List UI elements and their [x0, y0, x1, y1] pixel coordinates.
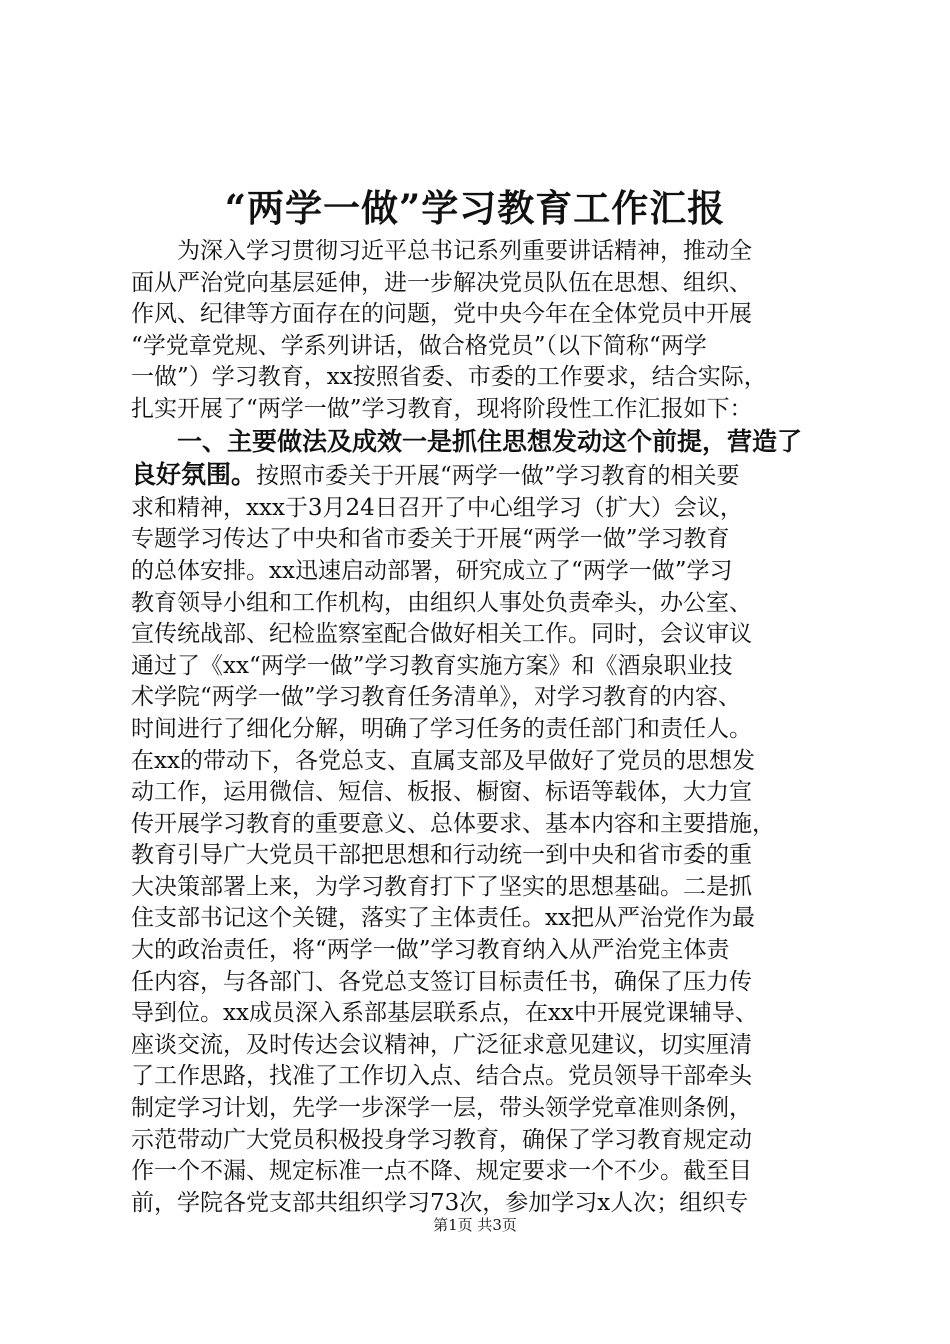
line-text: 任内容，与各部门、各党总支签订目标责任书，确保了压力传: [131, 968, 752, 995]
text-line: [131, 967, 853, 999]
line-text: 住支部书记这个关键，落实了主体责任。xx把从严治党作为最: [131, 905, 755, 932]
text-line: [131, 394, 853, 426]
line-text: 通过了《xx“两学一做”学习教育实施方案》和《酒泉职业技: [131, 652, 733, 679]
line-text: 示范带动广大党员积极投身学习教育，确保了学习教育规定动: [131, 1126, 752, 1153]
line-text: 按照市委关于开展“两学一做”学习教育的相关要: [256, 463, 740, 490]
line-text: 作一个不漏、规定标准一点不降、规定要求一个不少。截至目: [131, 1158, 752, 1185]
text-line: [131, 268, 853, 300]
line-text: 作风、纪律等方面存在的问题，党中央今年在全体党员中开展: [131, 301, 752, 328]
text-line: [131, 556, 853, 588]
line-text: 一、主要做法及成效一是抓住思想发动这个前提，营造了: [177, 426, 803, 456]
text-line: [131, 840, 853, 872]
text-line: [131, 1061, 853, 1093]
line-text: 前，学院各党支部共组织学习73次，参加学习x人次；组织专: [131, 1189, 749, 1216]
line-text: 为深入学习贯彻习近平总书记系列重要讲话精神，推动全: [177, 238, 752, 264]
line-text: 的总体安排。xx迅速启动部署，研究成立了“两学一做”学习: [131, 557, 733, 584]
line-text: 座谈交流，及时传达会议精神，广泛征求意见建议，切实厘清: [131, 1031, 752, 1058]
line-text: 了工作思路，找准了工作切入点、结合点。党员领导干部牵头: [131, 1063, 752, 1090]
text-line: [131, 236, 853, 268]
text-line: [131, 1156, 853, 1188]
text-line: [131, 331, 853, 363]
line-text: 宣传统战部、纪检监察室配合做好相关工作。同时，会议审议: [131, 621, 752, 648]
text-line: [131, 903, 853, 935]
line-text: 大决策部署上来，为学习教育打下了坚实的思想基础。二是抓: [131, 873, 752, 900]
line-text: 扎实开展了“两学一做”学习教育，现将阶段性工作汇报如下：: [131, 395, 753, 422]
text-line: [131, 714, 853, 746]
line-text: 时间进行了细化分解，明确了学习任务的责任部门和责任人。: [131, 715, 752, 742]
document-title: “两学一做”学习教育工作汇报: [224, 186, 726, 230]
line-text: 术学院“两学一做”学习教育任务清单》，对学习教育的内容、: [131, 684, 742, 711]
text-line: [131, 746, 853, 778]
text-line: [131, 299, 853, 331]
text-line: [131, 872, 853, 904]
line-text: 导到位。xx成员深入系部基层联系点，在xx中开展党课辅导、: [131, 1000, 758, 1027]
text-line: [131, 1125, 853, 1157]
line-text: 面从严治党向基层延伸，进一步解决党员队伍在思想、组织、: [131, 269, 752, 296]
line-text: “学党章党规、学系列讲话，做合格党员”（以下简称“两学: [131, 332, 707, 359]
text-line: [131, 588, 853, 620]
text-line: [131, 619, 853, 651]
text-line: [131, 524, 853, 556]
line-text: 传开展学习教育的重要意义、总体要求、基本内容和主要措施，: [131, 810, 775, 837]
text-line: [131, 362, 853, 394]
text-line: [131, 459, 853, 493]
text-line: [131, 426, 853, 460]
text-line: [131, 777, 853, 809]
line-text: 在xx的带动下，各党总支、直属支部及早做好了党员的思想发: [131, 747, 755, 774]
bold-phrase: 良好氛围。: [131, 460, 257, 490]
text-line: [131, 935, 853, 967]
text-line: [131, 1030, 853, 1062]
text-line: [131, 682, 853, 714]
text-line: [131, 809, 853, 841]
document-body: [131, 236, 853, 1219]
line-text: 大的政治责任，将“两学一做”学习教育纳入从严治党主体责: [131, 937, 730, 964]
text-line: [131, 651, 853, 683]
line-text: 求和精神，xxx于3月24日召开了中心组学习（扩大）会议，: [131, 494, 743, 521]
text-line: [131, 493, 853, 525]
line-text: 教育领导小组和工作机构，由组织人事处负责牵头，办公室、: [131, 589, 752, 616]
line-text: 教育引导广大党员干部把思想和行动统一到中央和省市委的重: [131, 842, 752, 869]
line-text: 专题学习传达了中央和省市委关于开展“两学一做”学习教育: [131, 526, 730, 553]
line-text: 动工作，运用微信、短信、板报、橱窗、标语等载体，大力宣: [131, 779, 752, 806]
line-text: 制定学习计划，先学一步深学一层，带头领学党章准则条例，: [131, 1095, 752, 1122]
text-line: [131, 998, 853, 1030]
page-number: 第1页 共3页: [433, 1216, 517, 1234]
text-line: [131, 1093, 853, 1125]
line-text: 一做”）学习教育，xx按照省委、市委的工作要求，结合实际，: [131, 364, 767, 391]
